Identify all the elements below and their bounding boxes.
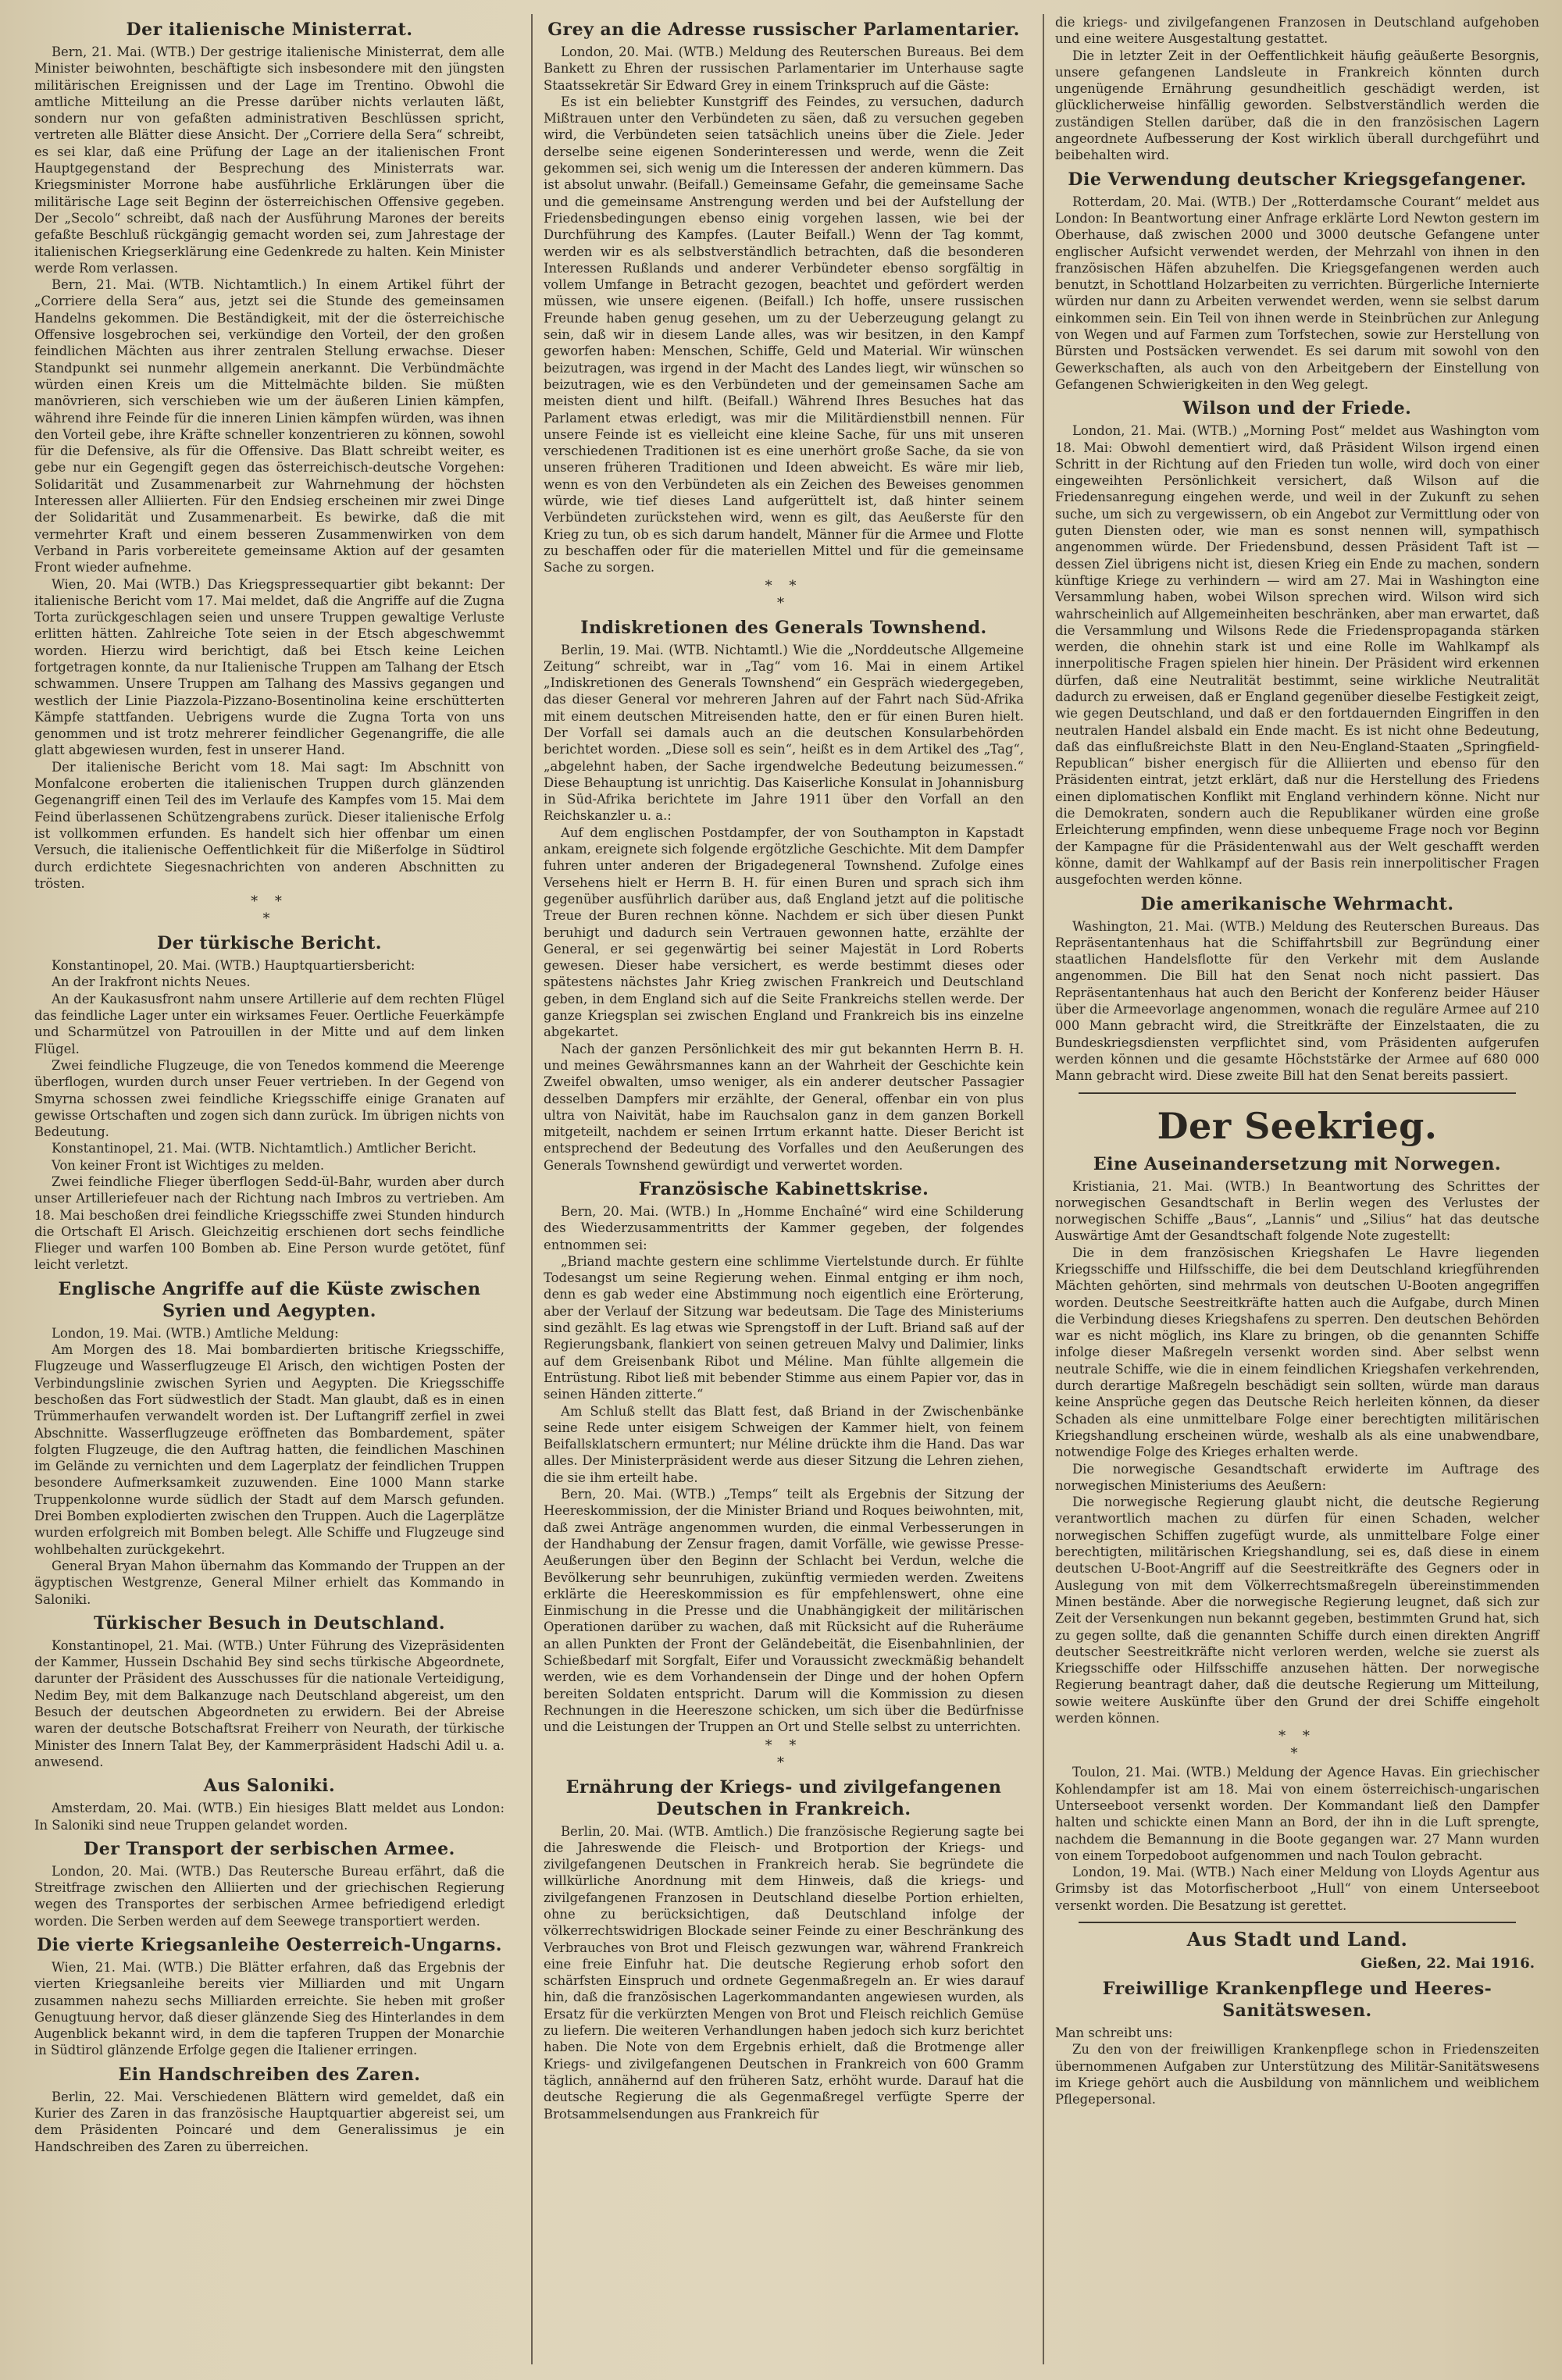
section-separator-stars: * * * bbox=[251, 893, 288, 928]
article-paragraph: Die in letzter Zeit in der Oeffentlichkeit häufig geäußerte Besorgnis, unsere gefangenen Landsleute in Frankreich könnten durch ungenügende Ernährung gesundheitlich geschädigt werden, ist glücklicherweise hinfällig geworden. Selbstverständlich werden die zuständigen Stellen darüber, daß die in den französischen Lagern angeordnete Aufbesserung der Kost wirklich überall durchgeführt und beibehalten wird. bbox=[1055, 48, 1539, 163]
article-paragraph: General Bryan Mahon übernahm das Kommando der Truppen an der ägyptischen Westgrenze, General Milner erhielt das Kommando in Saloniki. bbox=[34, 1558, 505, 1607]
article-paragraph: An der Irakfront nichts Neues. bbox=[52, 974, 251, 990]
article-paragraph: Konstantinopel, 20. Mai. (WTB.) Hauptquartiersbericht: bbox=[52, 958, 415, 974]
section-separator-stars: * * * bbox=[1278, 1728, 1316, 1762]
article-headline: Die amerikanische Wehrmacht. bbox=[1140, 893, 1454, 914]
section-separator-stars: * * * bbox=[765, 1737, 803, 1771]
column-middle bbox=[531, 14, 1035, 2364]
article-paragraph: Nach der ganzen Persönlichkeit des mir gut bekannten Herrn B. H. und meines Gewährsmannes kann an der Wahrheit der Geschichte kein Zweifel obwalten, umso weniger, als ein anderer deutscher Passagier desselben Dampfers mir erzählte, der General, offenbar ein von plus ultra von Naivität, habe im Rauchsalon ganz in dem ganzen Borkell mitgeteilt, nachdem er seinen Irrtum erkannt hatte. Dieser Bericht ist entsprechend der Bedeutung des Vorfalles und den Aeußerungen des Generals Townshend gewürdigt und verwertet worden. bbox=[544, 1041, 1024, 1173]
article-paragraph: Wien, 21. Mai. (WTB.) Die Blätter erfahren, daß das Ergebnis der vierten Kriegsanleihe bereits vier Milliarden und mit Ungarn zusammen nahezu sechs Milliarden erreichte. Sie heben mit großer Genugtuung hervor, daß dieser glänzende Sieg des Hinterlandes in dem Augenblick bekannt wird, in dem die tapferen Truppen der Monarchie in Südtirol glänzende Erfolge gegen die Italiener erringen. bbox=[34, 1959, 505, 2058]
article-paragraph: Wien, 20. Mai (WTB.) Das Kriegspressequartier gibt bekannt: Der italienische Bericht vom 17. Mai meldet, daß die Angriffe auf die Zugna Torta zurückgeschlagen seien und unsere Truppen gewaltige Verluste erlitten hätten. Zahlreiche Tote seien in der Etsch abgeschwemmt worden. Hierzu wird berichtigt, daß bei Etsch keine Leichen fortgetragen konnte, da nur Italienische Truppen am Talhang der Etsch schwammen. Unsere Truppen am Talhang des Massivs gegangen und westlich der Linie Piazzola-Pizzano-Bosentinolina keine erschütterten Kämpfe stattfanden. Uebrigens wurde die Zugna Torta von uns genommen und ist trotz mehrerer feindlicher Gegenangriffe, die alle glatt abgewiesen wurden, fest in unserer Hand. bbox=[34, 576, 505, 758]
section-rule bbox=[1079, 1922, 1516, 1923]
article-headline: Der Seekrieg. bbox=[1157, 1104, 1438, 1147]
column-left bbox=[23, 14, 515, 2364]
article-paragraph: „Briand machte gestern eine schlimme Viertelstunde durch. Er fühlte Todesangst um seine Regierung wehen. Einmal entging er ihm noch, denn es gab weder eine Abstimmung noch eigentlich eine Erörterung, aber der Verlauf der Sitzung war bedeutsam. Die Tage des Ministeriums sind gezählt. Es lag etwas wie Sprengstoff in der Luft. Briand saß auf der Regierungsbank, flankiert von seinen getreuen Malvy und Dalimier, links auf dem Greisenbank Ribot und Méline. Man fühlte allgemein die Entrüstung. Ribot ließ mit bebender Stimme aus einem Papier vor, das in seinen Händen zitterte.“ bbox=[544, 1253, 1024, 1402]
article-headline: Aus Saloniki. bbox=[203, 1776, 336, 1797]
article-paragraph: Zwei feindliche Flugzeuge, die von Tenedos kommend die Meerenge überflogen, wurden durch unser Feuer vertrieben. In der Gegend von Smyrna schossen zwei feindliche Kriegsschiffe einige Granaten auf gewisse Ortschaften und zogen sich dann zurück. Im übrigen nichts von Bedeutung. bbox=[34, 1057, 505, 1140]
article-paragraph: Bern, 20. Mai. (WTB.) „Temps“ teilt als Ergebnis der Sitzung der Heereskommission, der die Minister Briand und Roques beiwohnten, mit, daß zwei Anträge angenommen wurden, die einmal Verbesserungen in der Handhabung der Zensur fragen, damit Vorfälle, wie gewisse Presse-Aeußerungen über den Beginn der Schlacht bei Verdun, welche die Bevölkerung sehr beunruhigen, zukünftig vermieden werden. Zweitens erklärte die Heereskommission es für empfehlenswert, ohne eine Einmischung in die Presse und die Unabhängigkeit der militärischen Operationen darüber zu wachen, daß mit Rücksicht auf die Ruheräume an allen Punkten der Front der Geländebeität, die Eisenbahnlinien, der Schießbedarf mit Sorgfalt, Eifer und Voraussicht zweckmäßig behandelt werden, wie es dem Vorhandensein der Dinge und der hohen Opfern bereiten Soldaten entspricht. Darum will die Kommission zu diesen Rechnungen in die Heereszone schicken, um sich über die Bedürfnisse und die Leistungen der Truppen an Ort und Stelle selbst zu unterrichten. bbox=[544, 1487, 1024, 1735]
article-paragraph: London, 20. Mai. (WTB.) Das Reutersche Bureau erfährt, daß die Streitfrage zwischen den Alliierten und der griechischen Regierung wegen des Transportes der serbischen Armee befriedigend erledigt worden. Die Serben werden auf dem Seewege transportiert werden. bbox=[34, 1863, 505, 1929]
section-separator-stars: * * * bbox=[765, 577, 803, 611]
article-headline: Eine Auseinandersetzung mit Norwegen. bbox=[1093, 1153, 1502, 1174]
article-paragraph: Der italienische Bericht vom 18. Mai sagt: Im Abschnitt von Monfalcone eroberten die italienischen Truppen durch glänzenden Gegenangriff einen Teil des im Verlaufe des Kampfes vom 15. Mai dem Feind überlassenen Schützengrabens zurück. Dieser italienische Erfolg ist vollkommen erfunden. Es handelt sich hier offenbar um einen Versuch, die italienische Oeffentlichkeit für die Mißerfolge in Südtirol durch erdichtete Siegesnachrichten von anderen Abschnitten zu trösten. bbox=[34, 759, 505, 891]
article-headline: Englische Angriffe auf die Küste zwischen Syrien und Aegypten. bbox=[58, 1278, 481, 1321]
article-headline: Der türkische Bericht. bbox=[157, 933, 382, 954]
article-paragraph: Rotterdam, 20. Mai. (WTB.) Der „Rotterdamsche Courant“ meldet aus London: In Beantwortung einer Anfrage erklärte Lord Newton gestern im Oberhause, daß zwischen 2000 und 3000 deutsche Gefangene unter englischer Aufsicht verwendet werden, der Mehrzahl von ihnen in den französischen Häfen abzuhelfen. Die Kriegsgefangenen werden auch benutzt, in Schottland Holzarbeiten zu verrichten. Bürgerliche Internierte würden nur dann zu Arbeiten verwendet werden, wenn sie selbst darum einkommen sein. Ein Teil von ihnen werde in Steinbrüchen zur Anlegung von Wegen und auf Farmen zum Torfstechen, sowie zur Herstellung von Bürsten und Postsäcken verwendet. Es sei darum mit sowohl von den Gewerkschaften, als auch von den Arbeitgebern der Einstellung von Gefangenen Schwierigkeiten in den Weg gelegt. bbox=[1055, 194, 1539, 392]
article-paragraph: Washington, 21. Mai. (WTB.) Meldung des Reuterschen Bureaus. Das Repräsentantenhaus hat die Schiffahrtsbill zur Begründung einer staatlichen Handelsflotte für den Verkehr mit dem Auslande angenommen. Die Bill hat den Senat noch nicht passiert. Das Repräsentantenhaus hat auch den Bericht der Konferenz beider Häuser über die Armeevorlage angenommen, wonach die reguläre Armee auf 210 000 Mann gebracht wird, die Streitkräfte der Einzelstaaten, die zu Bundeskriegsdiensten verpflichtet sind, vom Präsidenten aufgerufen werden können und die gesamte Höchststärke der Armee auf 680 000 Mann gebracht wird. Diese zweite Bill hat den Senat bereits passiert. bbox=[1055, 918, 1539, 1084]
article-paragraph: Kristiania, 21. Mai. (WTB.) In Beantwortung des Schrittes der norwegischen Gesandtschaft in Berlin wegen des Verlustes der norwegischen Schiffe „Baus“, „Lannis“ und „Silius“ hat das deutsche Auswärtige Amt der Gesandtschaft folgende Note zugestellt: bbox=[1055, 1178, 1539, 1244]
article-paragraph: London, 21. Mai. (WTB.) „Morning Post“ meldet aus Washington vom 18. Mai: Obwohl dementiert wird, daß Präsident Wilson irgend einen Schritt in der Richtung auf den Frieden tun wolle, wird doch von einer eingeweihten Persönlichkeit versichert, daß Wilson auf die Friedensanregung eingehen werde, und weil in der Zukunft zu sehen suche, um sich zu vergewissern, ob ein Angebot zur Vermittlung oder von guten Diensten oder, wie man es sonst nennen will, sympathisch angenommen würde. Der Friedensbund, dessen Präsident Taft ist — dessen Ziel übrigens nicht ist, diesen Krieg ein Ende zu machen, sondern künftige Kriege zu verhindern — wird am 27. Mai in Washington eine Versammlung haben, wobei Wilson sprechen wird. Wilson wird sich wahrscheinlich auf Allgemeinheiten beschränken, aber man erwartet, daß die Versammlung und Wilsons Rede die Friedenspropaganda stärken werden, die ohnehin stark ist und eine Rolle im Wahlkampf als innerpolitische Fragen spielen hier hinein. Der Präsident wird erkennen dürfen, daß eine Neutralität bestimmt, seine wirkliche Neutralität dadurch zu erweisen, daß er England gegenüber dieselbe Festigkeit zeigt, wie gegen Deutschland, und daß er den fortdauernden Eingriffen in den neutralen Handel alsbald ein Ende macht. Es ist nicht ohne Bedeutung, daß das einflußreichste Blatt in den Neu-England-Staaten „Springfield-Republican“ bisher energisch für die Alliierten und ebenso für den Präsidenten eintrat, jetzt erklärt, daß nur die Herstellung des Friedens einen diplomatischen Konflikt mit England verhindern könne. Nicht nur die Demokraten, sondern auch die Republikaner würden eine große Erleichterung empfinden, wenn diese unbequeme Frage noch vor Beginn der Kampagne für die Präsidentenwahl aus der Welt geschafft werden könne, damit der Wahlkampf auf der Basis rein innerpolitischer Fragen ausgefochten werden könne. bbox=[1055, 423, 1539, 888]
article-headline: Die vierte Kriegsanleihe Oesterreich-Ungarns. bbox=[37, 1934, 502, 1955]
article-paragraph: Bern, 20. Mai. (WTB.) In „Homme Enchaîné“ wird eine Schilderung des Wiederzusammentritts der Kammer gegeben, der folgendes entnommen sei: bbox=[544, 1204, 1024, 1252]
article-headline: Aus Stadt und Land. bbox=[1186, 1927, 1408, 1951]
article-headline: Freiwillige Krankenpflege und Heeres-Sanitätswesen. bbox=[1102, 1978, 1492, 2021]
article-paragraph: London, 19. Mai. (WTB.) Amtliche Meldung: bbox=[52, 1325, 339, 1341]
article-headline: Wilson und der Friede. bbox=[1182, 398, 1412, 419]
dateline: Gießen, 22. Mai 1916. bbox=[1360, 1954, 1535, 1972]
article-paragraph: Man schreibt uns: bbox=[1055, 2025, 1173, 2040]
article-paragraph: Am Morgen des 18. Mai bombardierten britische Kriegsschiffe, Flugzeuge und Wasserflugzeuge El Arisch, den wichtigen Posten der Verbindungslinie zwischen Syrien und Aegypten. Die Kriegsschiffe beschoßen das Fort südwestlich der Stadt. Man glaubt, daß es in einen Trümmerhaufen verwandelt worden ist. Der Luftangriff zerfiel in zwei Abschnitte. Wasserflugzeuge eröffneten das Bombardement, später folgten Flugzeuge, die den Auftrag hatten, die feindlichen Maschinen im Gelände zu vernichten und dem Lagerplatz der feindlichen Truppen besondere Aufmerksamkeit zuzuwenden. Eine 1000 Mann starke Truppenkolonne wurde südlich der Stadt auf dem Marsch gefunden. Drei Bomben explodierten zwischen den Truppen. Auch die Lagerplätze wurden erfolgreich mit Bomben belegt. Alle Schiffe und Flugzeuge sind wohlbehalten zurückgekehrt. bbox=[34, 1342, 505, 1557]
article-paragraph: Auf dem englischen Postdampfer, der von Southampton in Kapstadt ankam, ereignete sich folgende ergötzliche Geschichte. Mit dem Dampfer fuhren unter anderen der Brigadegeneral Townshend. Zufolge eines Versehens hielt er Herrn B. H. für einen Buren und sprach sich ihm gegenüber ausführlich darüber aus, daß England jetzt auf die politische Treue der Buren rechnen könne. Nachdem er sich über diesen Punkt beruhigt und dadurch sein Vertrauen gewonnen hatte, erzählte der General, er sei gegenwärtig bei seiner Majestät in Lord Roberts gewesen. Dieser habe versichert, es werde bestimmt dieses oder spätestens nächstes Jahr Krieg zwischen Frankreich und Deutschland geben, in dem England sich auf die Seite Frankreichs stellen werde. Der ganze Kriegsplan sei zwischen England und Frankreich bis ins einzelne abgekartet. bbox=[544, 825, 1024, 1040]
article-paragraph: Berlin, 20. Mai. (WTB. Amtlich.) Die französische Regierung sagte bei die Jahreswende die Fleisch- und Brotportion der Kriegs- und zivilgefangenen Deutschen in Frankreich herab. Sie begründete die willkürliche Anordnung mit dem Hinweis, daß die kriegs- und zivilgefangenen Franzosen in Deutschland dieselbe Portion erhielten, ohne zu berücksichtigen, daß Deutschland infolge der völkerrechtswidrigen Blockade seiner Feinde zu einer Beschränkung des Verbrauches von Brot und Fleisch gezwungen war, während Frankreich eine freie Einfuhr hat. Die deutsche Regierung erhob sofort den schärfsten Einspruch und ordnete Gegenmaßregeln an. Er wies darauf hin, daß die französischen Lagerkommandanten angewiesen wurden, als Ersatz für die verkürzten Mengen von Brot und Fleisch reichlich Gemüse zu liefern. Die weiteren Verhandlungen haben jedoch sich kurz berichtet haben. Die Note von dem Ergebnis erhielt, daß die Brotmenge aller Kriegs- und zivilgefangenen Deutschen in Frankreich von 600 Gramm täglich, annähernd auf den früheren Satz, erhöht wurde. Darauf hat die deutsche Regierung die als Gegenmaßregel verfügte Sperre der Brotsammelsendungen aus Frankreich für bbox=[544, 1823, 1024, 2122]
article-paragraph: Die norwegische Regierung glaubt nicht, die deutsche Regierung verantwortlich machen zu dürfen für einen Schaden, welcher norwegischen Schiffen zugefügt wurde, als unmittelbare Folge einer berechtigten, militärischen Kriegshandlung, sei es, daß diese in einem deutschen U-Boot-Angriff auf die Seestreitkräfte des Gegners oder in Auslegung von mit dem Völkerrechtsmaßregeln übereinstimmenden Minen bestände. Aber die norwegische Regierung leugnet, daß sich zur Zeit der Versenkungen nun bekannt gegeben, bestimmten Grund hat, sich zu gegen sollte, daß die genannten Schiffe durch einen direkten Angriff deutscher Seestreitkräfte nicht verloren werden, welche sie zuerst als Kriegsschiffe oder Hilfsschiffe anzusehen hätten. Der norwegische Regierung beantragt daher, daß die deutsche Regierung um Mitteilung, sowie weitere Auskünfte über den Grund der drei Schiffe eingeholt werden können. bbox=[1055, 1495, 1539, 1726]
article-paragraph: London, 20. Mai. (WTB.) Meldung des Reuterschen Bureaus. Bei dem Bankett zu Ehren der russischen Parlamentarier im Unterhause sagte Staatssekretär Sir Edward Grey in einem Trinkspruch auf die Gäste: bbox=[544, 45, 1024, 93]
article-paragraph: Bern, 21. Mai. (WTB.) Der gestrige italienische Ministerrat, dem alle Minister beiwohnten, beschäftigte sich insbesondere mit den jüngsten militärischen Ereignissen und der Lage im Trentino. Obwohl die amtliche Mitteilung an die Presse darüber nichts verlauten läßt, sondern nur von gefaßten administrativen Beschlüssen spricht, vertreten alle Blätter diese Ansicht. Der „Corriere della Sera“ schreibt, es sei klar, daß eine Prüfung der Lage an der italienischen Front Hauptgegenstand der Besprechung des Ministerrats war. Kriegsminister Morrone habe ausführliche Erklärungen über die militärische Lage seit Beginn der österreichischen Offensive gegeben. Der „Secolo“ schreibt, daß nach der Ausführung Marones der bereits gefaßte Beschluß rückgängig gemacht worden sei, zum Jahrestage der italienischen Kriegserklärung eine Gedenkrede zu halten. Kein Minister werde Rom verlassen. bbox=[34, 45, 505, 276]
article-paragraph: Die norwegische Gesandtschaft erwiderte im Auftrage des norwegischen Ministeriums des Aeußern: bbox=[1055, 1461, 1539, 1493]
article-headline: Französische Kabinettskrise. bbox=[638, 1179, 929, 1199]
article-paragraph: Die in dem französischen Kriegshafen Le Havre liegenden Kriegsschiffe und Hilfsschiffe, die bei dem Deutschland kriegführenden Mächten gehörten, sind mehrmals von deutschen U-Booten angegriffen worden. Deutsche Seestreitkräfte hatten auch die Aufgabe, durch Minen die Verbindung dieses Kriegshafens zu sperren. Den deutschen Behörden war es nicht möglich, ins Klare zu bringen, ob die genannten Schiffe infolge dieser Maßregeln versenkt worden sind. Aber selbst wenn neutrale Schiffe, wie die in einem feindlichen Kriegshafen verkehrenden, durch derartige Maßregeln beschädigt sein sollten, würde man daraus keine Ansprüche gegen das Deutsche Reich herleiten können, da dieser Schaden als eine unmittelbare Folge einer berechtigten militärischen Kriegshandlung erscheinen würde, weshalb als als eine unabwendbare, notwendige Folge des Krieges erhalten werde. bbox=[1055, 1245, 1539, 1460]
article-paragraph: Toulon, 21. Mai. (WTB.) Meldung der Agence Havas. Ein griechischer Kohlendampfer ist am 18. Mai von einem österreichisch-ungarischen Unterseeboot versenkt worden. Der Kommandant ließ den Dampfer halten und schickte einen Mann an Bord, der ihn in die Luft sprengte, nachdem die Bemannung in die Boote gegangen war. 27 Mann wurden von einem Torpedoboot aufgenommen und nach Toulon gebracht. bbox=[1055, 1765, 1539, 1863]
article-paragraph: An der Kaukasusfront nahm unsere Artillerie auf dem rechten Flügel das feindliche Lager unter ein wirksames Feuer. Oertliche Feuerkämpfe und Scharmützel von Patrouillen in der Mitte und auf dem linken Flügel. bbox=[34, 991, 505, 1056]
article-paragraph: Bern, 21. Mai. (WTB. Nichtamtlich.) In einem Artikel führt der „Corriere della Sera“ aus, jetzt sei die Stunde des gemeinsamen Handelns gekommen. Die Beständigkeit, mit der die österreichische Offensive losgebrochen sei, verkündige den Vorteil, der den großen feindlichen Mächten aus ihrer zentralen Stellung erwachse. Dieser Standpunkt sei nunmehr allgemein anerkannt. Die Verbündmächte würden einen Kreis um die Mittelmächte bilden. Sie müßten manövrieren, sich verschieben wie um der äußeren Linien kämpfen, während ihre Feinde für die inneren Linien kämpfen würden, was ihnen den Vorteil gebe, ihre Kräfte schneller konzentrieren zu können, sowohl für die Defensive, als für die Offensive. Das Blatt schreibt weiter, es gebe nur ein Gegengift gegen das österreichisch-deutsche Vorgehen: Solidarität und Zusammenarbeit zur Wahrnehmung der höchsten Interessen aller Alliierten. Für den Endsieg erscheinen mir zwei Dinge der Solidarität und Zusammenarbeit. Es bewirke, daß die mit vermehrter Kraft und einem besseren Zusammenwirken von dem Verband in Paris vorbereitete gemeinsame Aktion auf der gesamten Front wieder aufnehme. bbox=[34, 277, 505, 575]
article-paragraph: Zu den von der freiwilligen Krankenpflege schon in Friedenszeiten übernommenen Aufgaben zur Unterstützung des Militär-Sanitätswesens im Kriege gehört auch die Ausbildung von männlichem und weiblichem Pflegepersonal. bbox=[1055, 2042, 1539, 2107]
article-paragraph: Es ist ein beliebter Kunstgriff des Feindes, zu versuchen, dadurch Mißtrauen unter den Verbündeten zu säen, daß zu versuchen gegeben wird, die Verbündeten seien tatsächlich uneins über die Ziele. Jeder derselbe seine eigenen Sonderinteressen und werde, wenn die Zeit gekommen sei, sich wenig um die Interessen der anderen kümmern. Das ist absolut unwahr. (Beifall.) Gemeinsame Gefahr, die gemeinsame Sache und die gemeinsame Anstrengung werden und bei der Aufstellung der Friedensbedingungen ebenso einig vorgehen lassen, wie bei der Durchführung des Kampfes. (Lauter Beifall.) Wenn der Tag kommt, werden wir es als selbstverständlich betrachten, daß die besonderen Interessen Rußlands und anderer Verbündeter ebenso sorgfältig in vollem Umfange in Betracht gezogen, beachtet und gefördert werden müssen, wie unsere eigenen. (Beifall.) Ich hoffe, unsere russischen Freunde haben genug gesehen, um zu der Ueberzeugung gelangt zu sein, daß wir in diesem Lande alles, was wir besitzen, in den Kampf geworfen haben: Menschen, Schiffe, Geld und Material. Wir wünschen beizutragen, was irgend in der Macht des Landes liegt, wir wünschen so beizutragen, wie es den Verbündeten und der gemeinsamen Sache am meisten dient und hilft. (Beifall.) Während Ihres Besuches hat das Parlament etwas erledigt, was mir die Militärdienstbill nennen. Für unsere Feinde ist es vielleicht eine kleine Sache, für uns mit unseren verschiedenen Traditionen ist es eine unerhört große Sache, da sie von unseren früheren Traditionen und Ideen abweicht. Es wäre mir lieb, wenn es von den Verbündeten als ein Zeichen des Beweises genommen würde, wie tief dieses Land aufgerüttelt ist, daß hinter seinem Verbündeten zurückstehen wird, wenn es gilt, das Aeußerste für den Krieg zu tun, ob es sich darum handelt, Männer für die Armee und Flotte zu beschaffen oder für die materiellen Mittel und für die gemeinsame Sache zu sorgen. bbox=[544, 94, 1024, 575]
section-rule bbox=[1079, 1092, 1516, 1094]
article-paragraph: Konstantinopel, 21. Mai. (WTB.) Unter Führung des Vizepräsidenten der Kammer, Hussein Dschahid Bey sind sechs türkische Abgeordnete, darunter der Präsident des Ausschusses für die nationale Verteidigung, Nedim Bey, mit dem Balkanzuge nach Deutschland abgereist, um den Besuch der deutschen Abgeordneten zu erwidern. Bei der Abreise waren der deutsche Botschaftsrat Freiherr von Neurath, der türkische Minister des Innern Talat Bey, der Kammerpräsident Hadschi Adil u. a. anwesend. bbox=[34, 1637, 505, 1769]
article-headline: Indiskretionen des Generals Townshend. bbox=[580, 617, 987, 638]
article-headline: Ernährung der Kriegs- und zivilgefangenen Deutschen in Frankreich. bbox=[565, 1776, 1002, 1819]
article-headline: Grey an die Adresse russischer Parlamentarier. bbox=[547, 20, 1020, 40]
article-paragraph: Von keiner Front ist Wichtiges zu melden. bbox=[52, 1157, 325, 1173]
article-paragraph: Zwei feindliche Flieger überflogen Sedd-ül-Bahr, wurden aber durch unser Artilleriefeuer nach der Richtung nach Imbros zu vertrieben. Am 18. Mai beschoßen drei feindliche Kriegsschiffe zwei Stunden hindurch die Ortschaft El Arisch. Gleichzeitig erschienen dort sechs feindliche Flieger und warfen 100 Bomben ab. Eine Person wurde getötet, fünf leicht verletzt. bbox=[34, 1174, 505, 1273]
article-headline: Türkischer Besuch in Deutschland. bbox=[93, 1612, 446, 1634]
article-paragraph: die kriegs- und zivilgefangenen Franzosen in Deutschland aufgehoben und eine weitere Ausgestaltung gestattet. bbox=[1055, 15, 1539, 47]
article-headline: Der italienische Ministerrat. bbox=[126, 20, 413, 40]
article-paragraph: Konstantinopel, 21. Mai. (WTB. Nichtamtlich.) Amtlicher Bericht. bbox=[52, 1141, 476, 1156]
column-right bbox=[1043, 14, 1550, 2364]
article-headline: Ein Handschreiben des Zaren. bbox=[118, 2064, 421, 2085]
article-paragraph: Amsterdam, 20. Mai. (WTB.) Ein hiesiges Blatt meldet aus London: In Saloniki sind neue Truppen gelandet worden. bbox=[34, 1801, 505, 1833]
article-headline: Die Verwendung deutscher Kriegsgefangener. bbox=[1068, 169, 1527, 190]
article-paragraph: Berlin, 22. Mai. Verschiedenen Blättern wird gemeldet, daß ein Kurier des Zaren in das französische Hauptquartier abgereist sei, um dem Präsidenten Poincaré und dem Generalissimus je ein Handschreiben des Zaren zu überreichen. bbox=[34, 2089, 505, 2154]
article-headline: Der Transport der serbischen Armee. bbox=[84, 1838, 455, 1859]
article-paragraph: London, 19. Mai. (WTB.) Nach einer Meldung von Lloyds Agentur aus Grimsby ist das Motorfischerboot „Hull“ von einem Unterseeboot versenkt worden. Die Besatzung ist gerettet. bbox=[1055, 1865, 1539, 1913]
article-paragraph: Berlin, 19. Mai. (WTB. Nichtamtl.) Wie die „Norddeutsche Allgemeine Zeitung“ schreibt, war in „Tag“ vom 16. Mai in einem Artikel „Indiskretionen des Generals Townshend“ ein Gespräch wiedergegeben, das dieser General vor mehreren Jahren auf der Fahrt nach Süd-Afrika mit einem deutschen Mitreisenden hatte, den er für einen Buren hielt. Der Vorfall sei damals auch an die deutschen Konsularbehörden berichtet worden. „Diese soll es sein“, heißt es in dem Artikel des „Tag“, „abgelehnt haben, der Sache irgendwelche Bedeutung beizumessen.“ Diese Behauptung ist unrichtig. Das Kaiserliche Konsulat in Johannisburg in Süd-Afrika berichtete im Jahre 1911 über den Vorfall an den Reichskanzler u. a.: bbox=[544, 642, 1024, 824]
article-paragraph: Am Schluß stellt das Blatt fest, daß Briand in der Zwischenbänke seine Rede unter eisigem Schweigen der Kammer hielt, von feinem Beifallsklatschern ermuntert; nur Méline drückte ihm die Hand. Das war alles. Der Ministerpräsident werde aus dieser Sitzung die Lehren ziehen, die sie ihm erteilt habe. bbox=[544, 1403, 1024, 1485]
